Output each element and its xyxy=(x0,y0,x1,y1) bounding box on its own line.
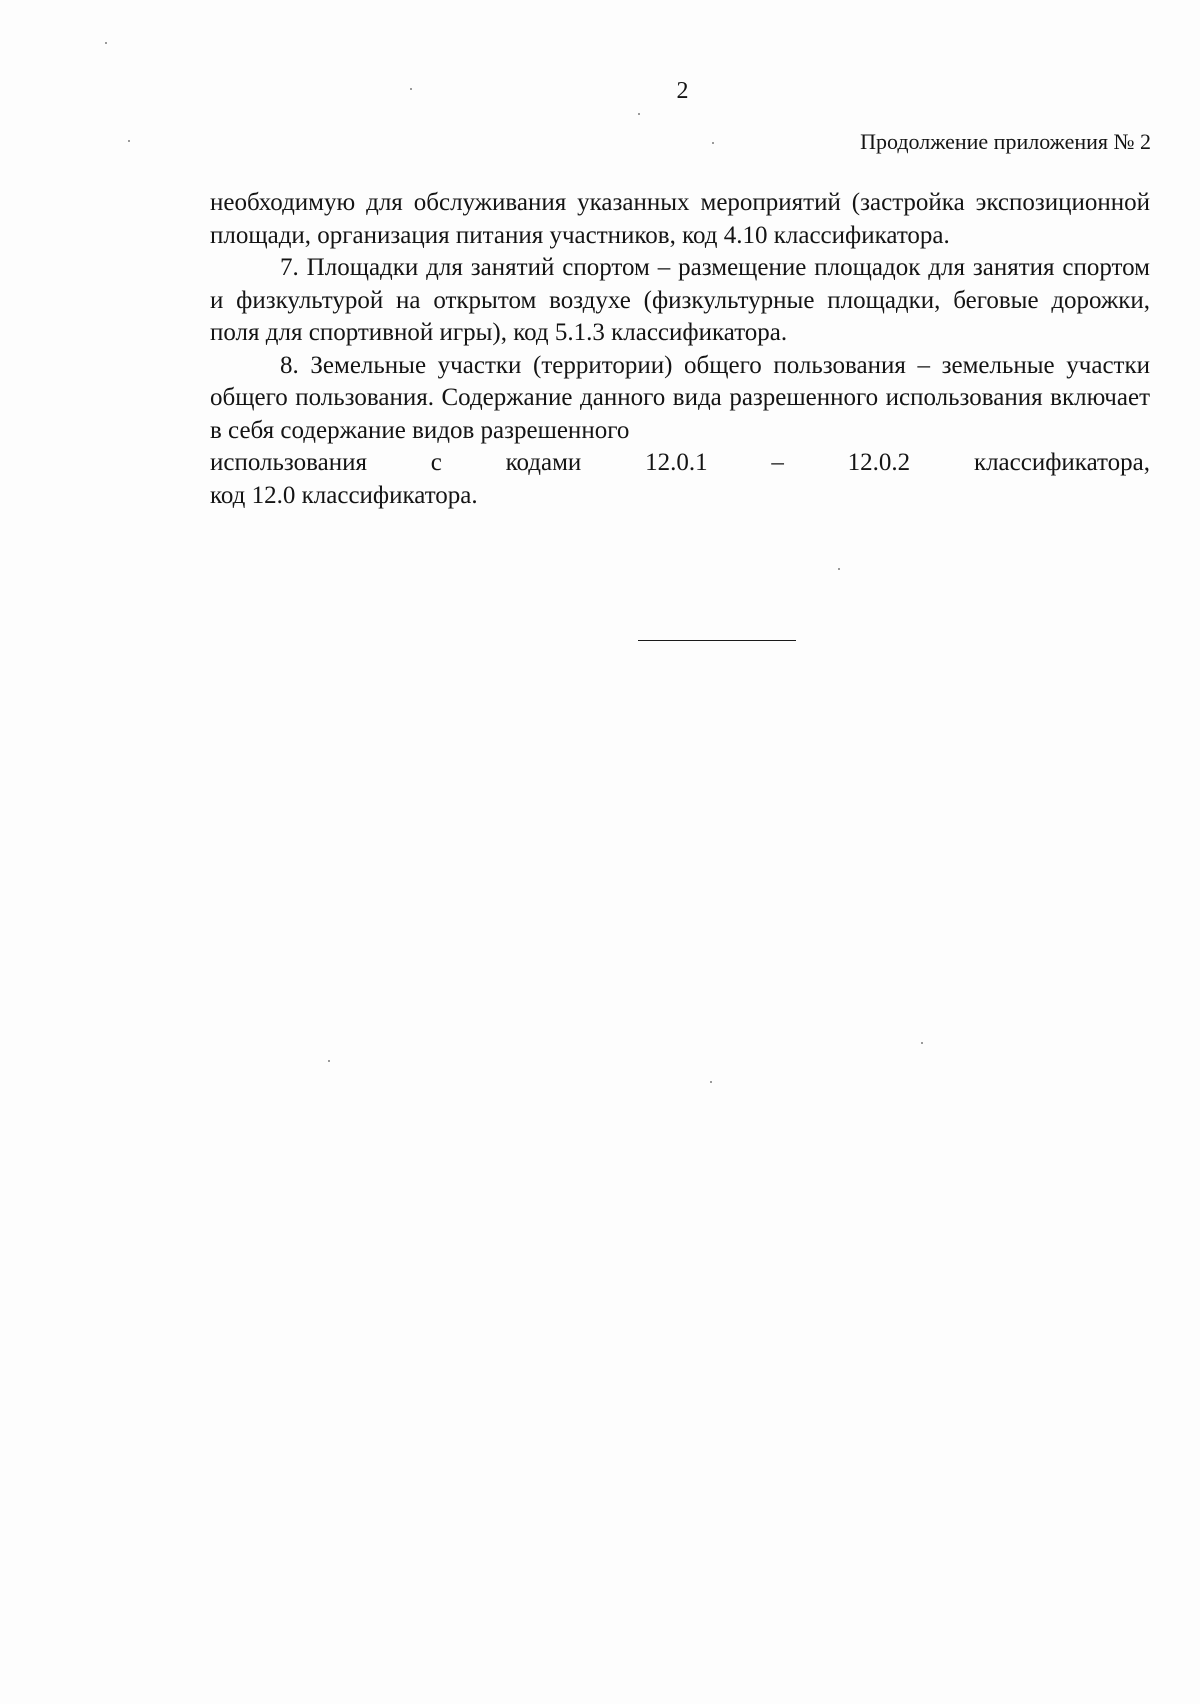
word: использования xyxy=(210,449,367,476)
paragraph-continuation: необходимую для обслуживания указанных мероприятий (застройка экспозиционной площади, организация питания участников, код 4.10 классификатора. xyxy=(210,189,1150,249)
word: 12.0.2 xyxy=(847,449,911,476)
scan-speck xyxy=(128,140,130,142)
scan-speck xyxy=(710,1081,712,1083)
paragraph-8-last-line: код 12.0 классификатора. xyxy=(210,481,478,509)
paragraph-8-justified-line xyxy=(210,447,1150,480)
scan-speck xyxy=(838,568,840,570)
paragraph-8-text: 8. Земельные участки (территории) общего пользования – земельные участки общего пользования. Содержание данного вида разрешенного использования включает в себя содержание видов разрешенного xyxy=(210,351,1150,444)
end-of-text-rule xyxy=(638,640,796,641)
word: кодами xyxy=(505,449,582,476)
word: с xyxy=(430,449,442,476)
word: – xyxy=(771,449,784,476)
document-body xyxy=(210,187,1150,512)
page-number: 2 xyxy=(676,78,689,104)
scan-speck xyxy=(410,88,412,90)
appendix-continuation-note: Продолжение приложения № 2 xyxy=(860,129,1151,154)
word: 12.0.1 xyxy=(645,449,708,476)
scan-speck xyxy=(105,42,107,44)
scan-speck xyxy=(328,1060,330,1062)
paragraph-8-public-land xyxy=(210,350,1150,513)
paragraph-7-sports-grounds: 7. Площадки для занятий спортом – размещение площадок для занятия спортом и физкультурой на открытом воздухе (физкультурные площадки, беговые дорожки, поля для спортивной игры), код 5.1.3 классификатора. xyxy=(210,254,1150,346)
scan-speck xyxy=(921,1042,923,1044)
scan-speck xyxy=(712,142,714,144)
word: классификатора, xyxy=(973,449,1150,476)
scan-speck xyxy=(638,113,640,115)
